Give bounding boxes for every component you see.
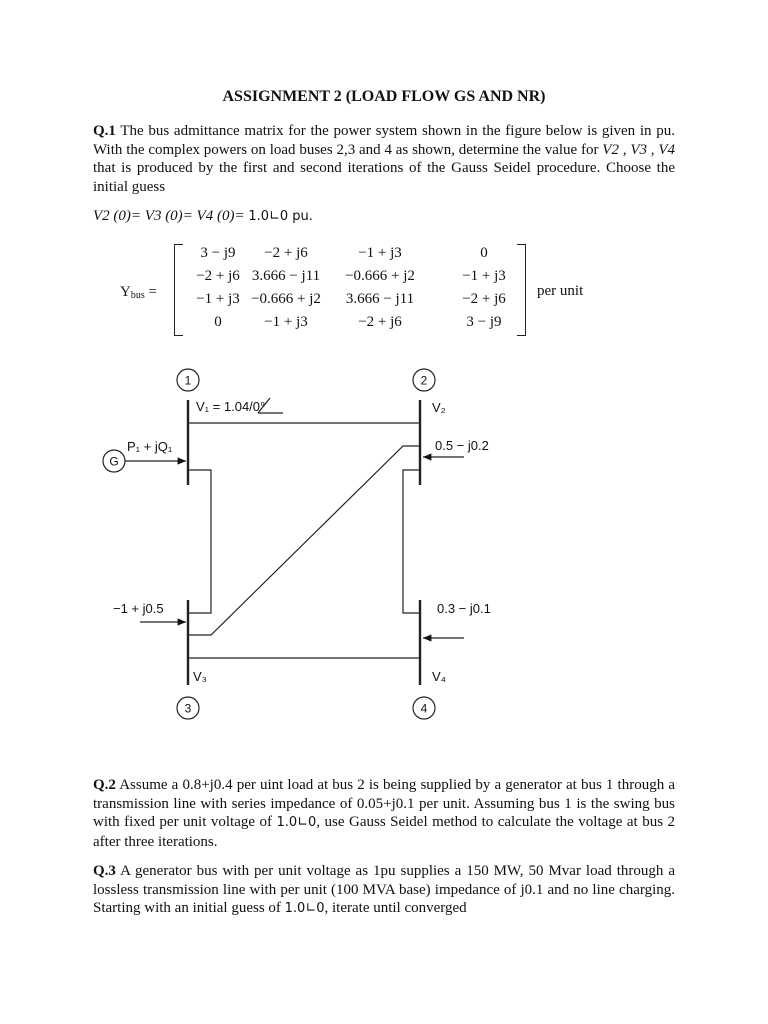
line-2-3 <box>188 446 420 635</box>
line-1-3 <box>188 470 211 613</box>
generator-label: G <box>109 454 119 469</box>
question-text-continued: , iterate until converged <box>324 900 467 916</box>
matrix-cell: −2 + j6 <box>462 291 506 307</box>
ybus-matrix <box>174 244 526 336</box>
matrix-cell: 3.666 − j11 <box>251 268 321 284</box>
question-1 <box>93 122 675 196</box>
question-number: Q.3 <box>93 863 116 879</box>
question-number: Q.2 <box>93 777 116 793</box>
matrix-cell: −1 + j3 <box>196 291 240 307</box>
bus-4-number: 4 <box>420 701 428 716</box>
question-text: The bus admittance matrix for the power system shown in the figure below is given in pu. With the complex powers on load buses 2,3 and 4 as shown, determine the value for <box>93 123 676 158</box>
ybus-label: Ybus = <box>120 284 157 301</box>
p1-label: P₁ + jQ₁ <box>127 439 173 454</box>
matrix-cell: 3 − j9 <box>466 314 502 330</box>
v2-label: V₂ <box>432 400 446 415</box>
initial-guess-value: 1.0∟0 <box>284 901 325 916</box>
bus-1-number: 1 <box>184 373 192 388</box>
matrix-cell: −0.666 + j2 <box>251 291 321 307</box>
matrix-cell: −1 + j3 <box>462 268 506 284</box>
line-2-4 <box>403 470 420 613</box>
question-text: A generator bus with per unit voltage as 1pu supplies a 150 MW, 50 Mvar load through a lossless transmission line with per unit (100 MVA base) impedance of j0.1 and no line charging. Starting with an initial guess of <box>93 863 675 916</box>
load-4-label: 0.3 − j0.1 <box>437 601 491 616</box>
initial-guess-value: 1.0∟0 pu. <box>248 209 313 224</box>
question-text-continued: , use Gauss Seidel method to calculate the voltage at bus 2 after three iterations. <box>93 814 676 850</box>
question-text-continued: that is produced by the first and second iterations of the Gauss Seidel procedure. Choose the initial guess <box>93 160 675 195</box>
bus-3-number: 3 <box>184 701 192 716</box>
v1-label: V₁ = 1.04/0° <box>196 399 266 414</box>
matrix-cell: 3.666 − j11 <box>345 291 415 307</box>
swing-voltage-value: 1.0∟0 <box>276 815 317 830</box>
initial-guess-lhs: V2 (0)= V3 (0)= V4 (0)= <box>93 208 245 224</box>
question-text: Assume a 0.8+j0.4 per uint load at bus 2 is being supplied by a generator at bus 1 through a transmission line with series impedance of 0.05+j0.1 per unit. Assuming bus 1 is the swing bus with fixed per unit voltage of <box>93 777 675 830</box>
ybus-equals: = <box>148 284 157 300</box>
matrix-cell: 3 − j9 <box>200 245 236 261</box>
matrix-cell: −0.666 + j2 <box>345 268 415 284</box>
matrix-cell: −2 + j6 <box>196 268 240 284</box>
v3-label: V₃ <box>193 669 207 684</box>
matrix-cell: −2 + j6 <box>264 245 308 261</box>
initial-guess <box>93 208 313 225</box>
matrix-cell: −1 + j3 <box>264 314 308 330</box>
voltage-variables: V2 , V3 , V4 <box>602 141 675 158</box>
matrix-cell: −1 + j3 <box>358 245 402 261</box>
power-system-diagram <box>0 360 768 720</box>
question-2 <box>93 776 675 851</box>
bus-2-number: 2 <box>420 373 428 388</box>
load-2-label: 0.5 − j0.2 <box>435 438 489 453</box>
v4-label: V₄ <box>432 669 446 684</box>
question-3 <box>93 862 675 919</box>
matrix-cell: 0 <box>480 245 488 261</box>
matrix-cell: 0 <box>214 314 222 330</box>
question-number: Q.1 <box>93 123 116 139</box>
matrix-unit: per unit <box>537 283 584 299</box>
ybus-subscript: bus <box>130 290 145 301</box>
load-3-label: −1 + j0.5 <box>113 601 164 616</box>
document-title: ASSIGNMENT 2 (LOAD FLOW GS AND NR) <box>222 88 546 105</box>
matrix-cell: −2 + j6 <box>358 314 402 330</box>
